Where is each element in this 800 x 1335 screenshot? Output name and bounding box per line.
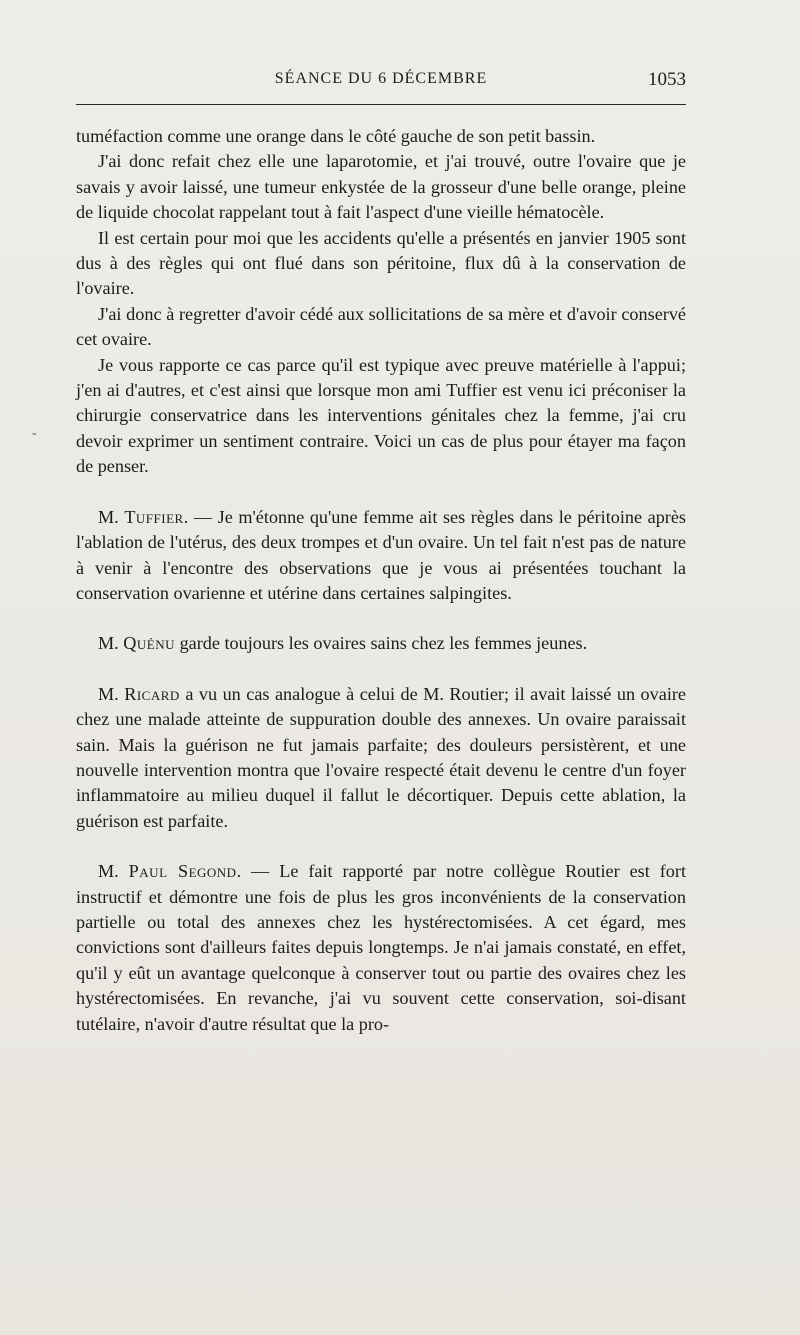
paragraph: Il est certain pour moi que les accidents qu'elle a présentés en janvier 1905 sont dus à des règles qui ont flué dans son péritoine, flux dû à la conservation de l'ovaire.	[76, 227, 686, 299]
page-header	[76, 70, 686, 96]
paragraph: Je vous rapporte ce cas parce qu'il est typique avec preuve matérielle à l'appui; j'en ai d'autres, et c'est ainsi que lorsque mon ami Tuffier est venu ici préconiser la chirurgie conservatrice dans les interventions génitales chez la femme, j'ai cru devoir exprimer un sentiment contraire. Voici un cas de plus pour étayer ma façon de penser.	[76, 354, 686, 477]
paragraph: J'ai donc refait chez elle une laparotomie, et j'ai trouvé, outre l'ovaire que je savais y avoir laissé, une tumeur enkystée de la grosseur d'une belle orange, pleine de liquide chocolat rappelant tout à fait l'aspect d'une vieille hématocèle.	[76, 151, 686, 223]
paragraph-continuation: tuméfaction comme une orange dans le côté gauche de son petit bassin.	[76, 126, 596, 146]
speaker-paragraph-segond	[76, 859, 686, 1037]
paragraph: J'ai donc à regretter d'avoir cédé aux sollicitations de sa mère et d'avoir conservé cet ovaire.	[76, 303, 686, 350]
speaker-name: Tuffier	[124, 506, 184, 527]
running-title: SÉANCE DU 6 DÉCEMBRE	[274, 70, 488, 87]
speaker-name: Quénu	[123, 633, 176, 654]
speaker-paragraph-quenu	[76, 631, 686, 656]
page-number: 1053	[648, 69, 686, 90]
speaker-prefix: M.	[98, 683, 125, 704]
margin-mark: -	[32, 426, 37, 441]
speaker-text: Le fait rapporté par notre collègue Routier est fort instructif et démontre une fois de plus les gros inconvénients de la conservation partielle ou total des annexes chez les hystérectomisées. A cet égard, mes convictions sont d'ailleurs faites depuis longtemps. Je n'ai jamais constaté, en effet, qu'il y eût un avantage quelconque à conserver tout ou partie des ovaires chez les hystérectomisées. En revanche, j'ai vu souvent cette conservation, soi-disant tutélaire, n'avoir d'autre résultat que la pro-	[76, 861, 687, 1034]
speaker-separator: . —	[183, 506, 218, 527]
speaker-paragraph-ricard	[76, 682, 686, 834]
speaker-text: garde toujours les ovaires sains chez les femmes jeunes.	[179, 633, 588, 654]
speaker-text: a vu un cas analogue à celui de M. Routier; il avait laissé un ovaire chez une malade atteinte de suppuration double des annexes. Un ovaire paraissait sain. Mais la guérison ne fut jamais parfaite; des douleurs persistèrent, et une nouvelle intervention montra que l'ovaire respecté était devenu le centre d'un foyer inflammatoire au milieu duquel il fallut le décortiquer. Depuis cette ablation, la guérison est parfaite.	[76, 683, 686, 831]
speaker-name: Ricard	[124, 683, 180, 704]
speaker-prefix: M.	[98, 633, 124, 654]
speaker-paragraph-tuffier	[76, 505, 686, 607]
speaker-text: Je m'étonne qu'une femme ait ses règles dans le péritoine après l'ablation de l'utérus, des deux trompes et d'un ovaire. Un tel fait n'est pas de nature à venir à l'encontre des observations que je vous ai présentées touchant la conservation ovarienne et utérine dans certaines salpingites.	[76, 506, 687, 603]
header-rule	[76, 104, 686, 105]
speaker-prefix: M.	[98, 861, 129, 882]
speaker-separator: . —	[236, 861, 280, 882]
body-text	[76, 124, 686, 1037]
speaker-prefix: M.	[98, 506, 125, 527]
speaker-name: Paul Segond	[128, 861, 237, 882]
